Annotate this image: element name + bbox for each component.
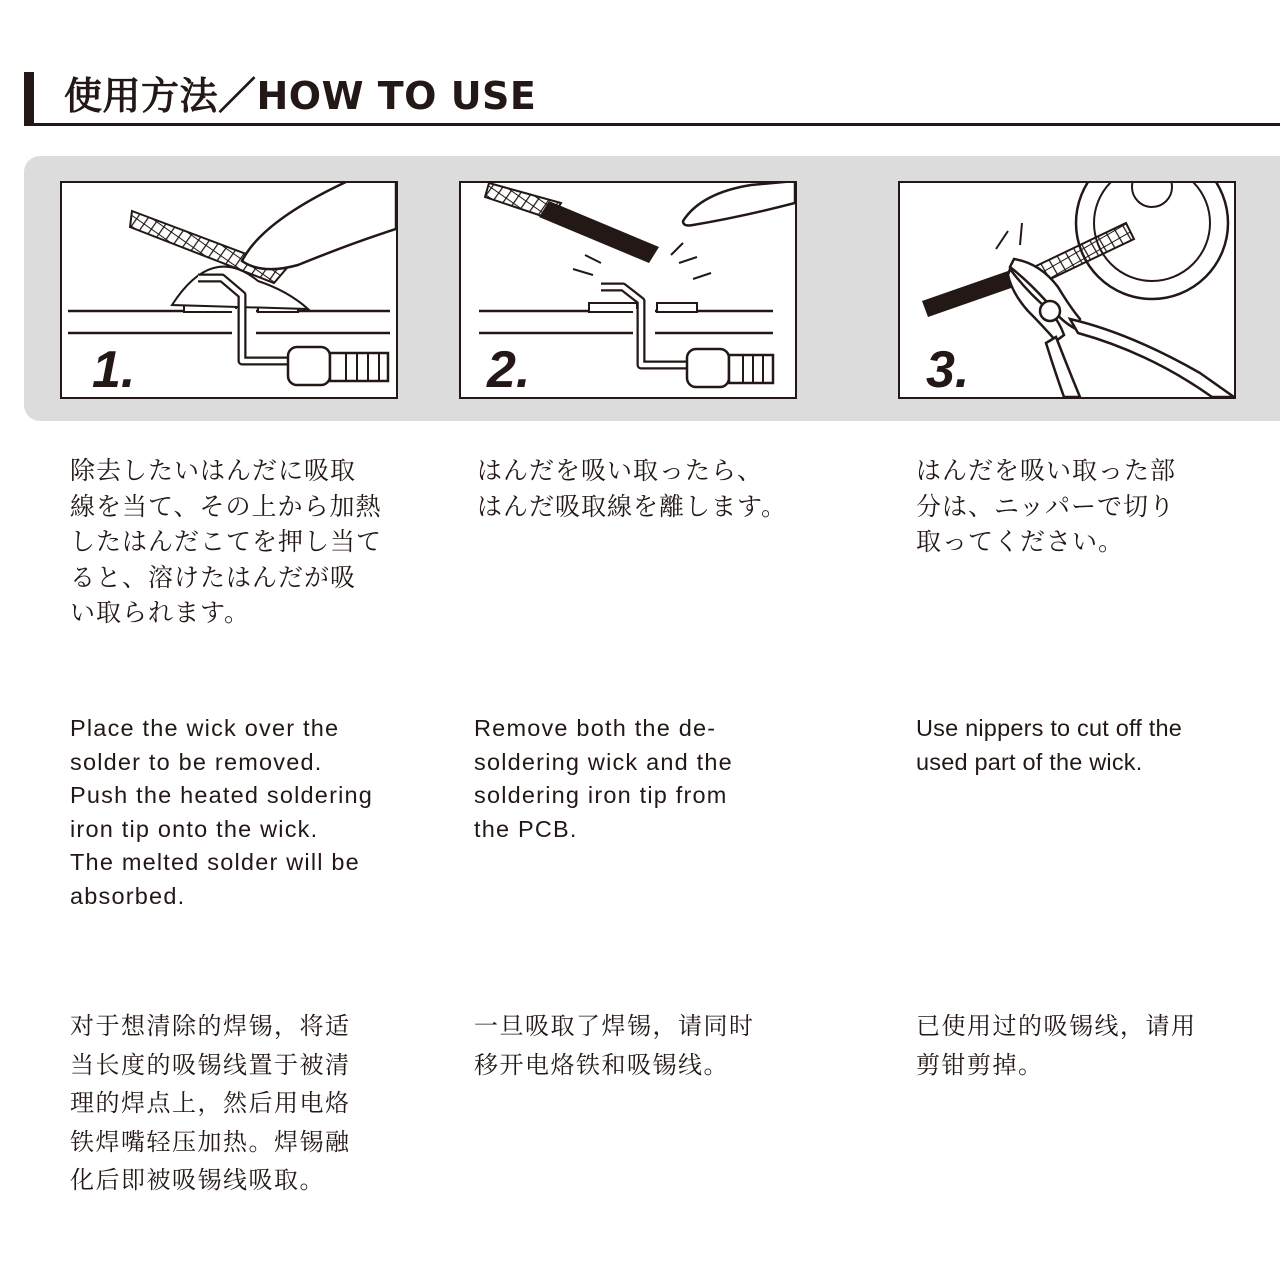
text-line: 当长度的吸锡线置于被清 [70,1050,351,1079]
step-1-drawing [62,183,396,397]
text-line: 除去したいはんだに吸取 [70,456,357,485]
text-line: Place the wick over the [70,715,340,741]
text-line: い取られます。 [70,598,251,627]
text-line: Use nippers to cut off the [916,715,1183,741]
page-title: 使用方法／HOW TO USE [64,74,537,118]
text-line: The melted solder will be [70,849,360,875]
text-line: iron tip onto the wick. [70,815,319,842]
text-line: 分は、ニッパーで切り [916,491,1176,521]
step-1-chinese-text [70,1007,400,1200]
text-line: soldering wick and the [474,748,733,775]
step-2-number: 2. [487,341,531,397]
text-line: solder to be removed. [70,748,323,775]
step-3-chinese-text [916,1007,1246,1084]
step-2-drawing [461,183,795,397]
step-1-number: 1. [92,341,136,397]
text-line: 对于想清除的焊锡，将适 [70,1012,351,1040]
step-2-english-text [474,712,804,846]
text-line: はんだ吸取線を離します。 [477,491,788,521]
text-line: ると、溶けたはんだが吸 [70,562,357,592]
text-line: 移开电烙铁和吸锡线。 [474,1050,729,1079]
text-line: 铁焊嘴轻压加热。焊锡融 [70,1127,351,1156]
step-1-japanese-text [70,453,400,631]
step-1-illustration [60,181,398,399]
text-line: used part of the wick. [916,748,1143,775]
step-2-japanese-text [477,453,807,524]
step-3-japanese-text [916,453,1246,560]
text-line: 一旦吸取了焊锡，请同时 [474,1012,755,1040]
step-3-english-text [916,712,1246,779]
text-line: 剪钳剪掉。 [916,1050,1044,1079]
text-line: soldering iron tip from [474,782,728,808]
step-3-number: 3. [926,341,970,397]
step-3-illustration [898,181,1236,399]
step-2-chinese-text [474,1007,804,1084]
step-1-english-text [70,712,400,913]
step-2-illustration [459,181,797,399]
text-line: the PCB. [474,815,578,842]
text-line: はんだを吸い取った部 [916,456,1177,485]
text-line: 理的焊点上，然后用电烙 [70,1089,351,1117]
text-line: はんだを吸い取ったら、 [477,456,764,485]
text-line: 化后即被吸锡线吸取。 [70,1166,325,1194]
step-3-drawing [900,183,1234,397]
text-line: 取ってください。 [916,527,1125,556]
text-line: Push the heated soldering [70,782,374,808]
text-line: absorbed. [70,882,186,909]
text-line: したはんだこてを押し当て [70,527,383,556]
text-line: 線を当て、その上から加熱 [70,491,382,521]
text-line: Remove both the de- [474,715,717,741]
text-line: 已使用过的吸锡线，请用 [916,1012,1197,1040]
header-divider [24,123,1280,126]
header-accent-bar [24,72,34,126]
